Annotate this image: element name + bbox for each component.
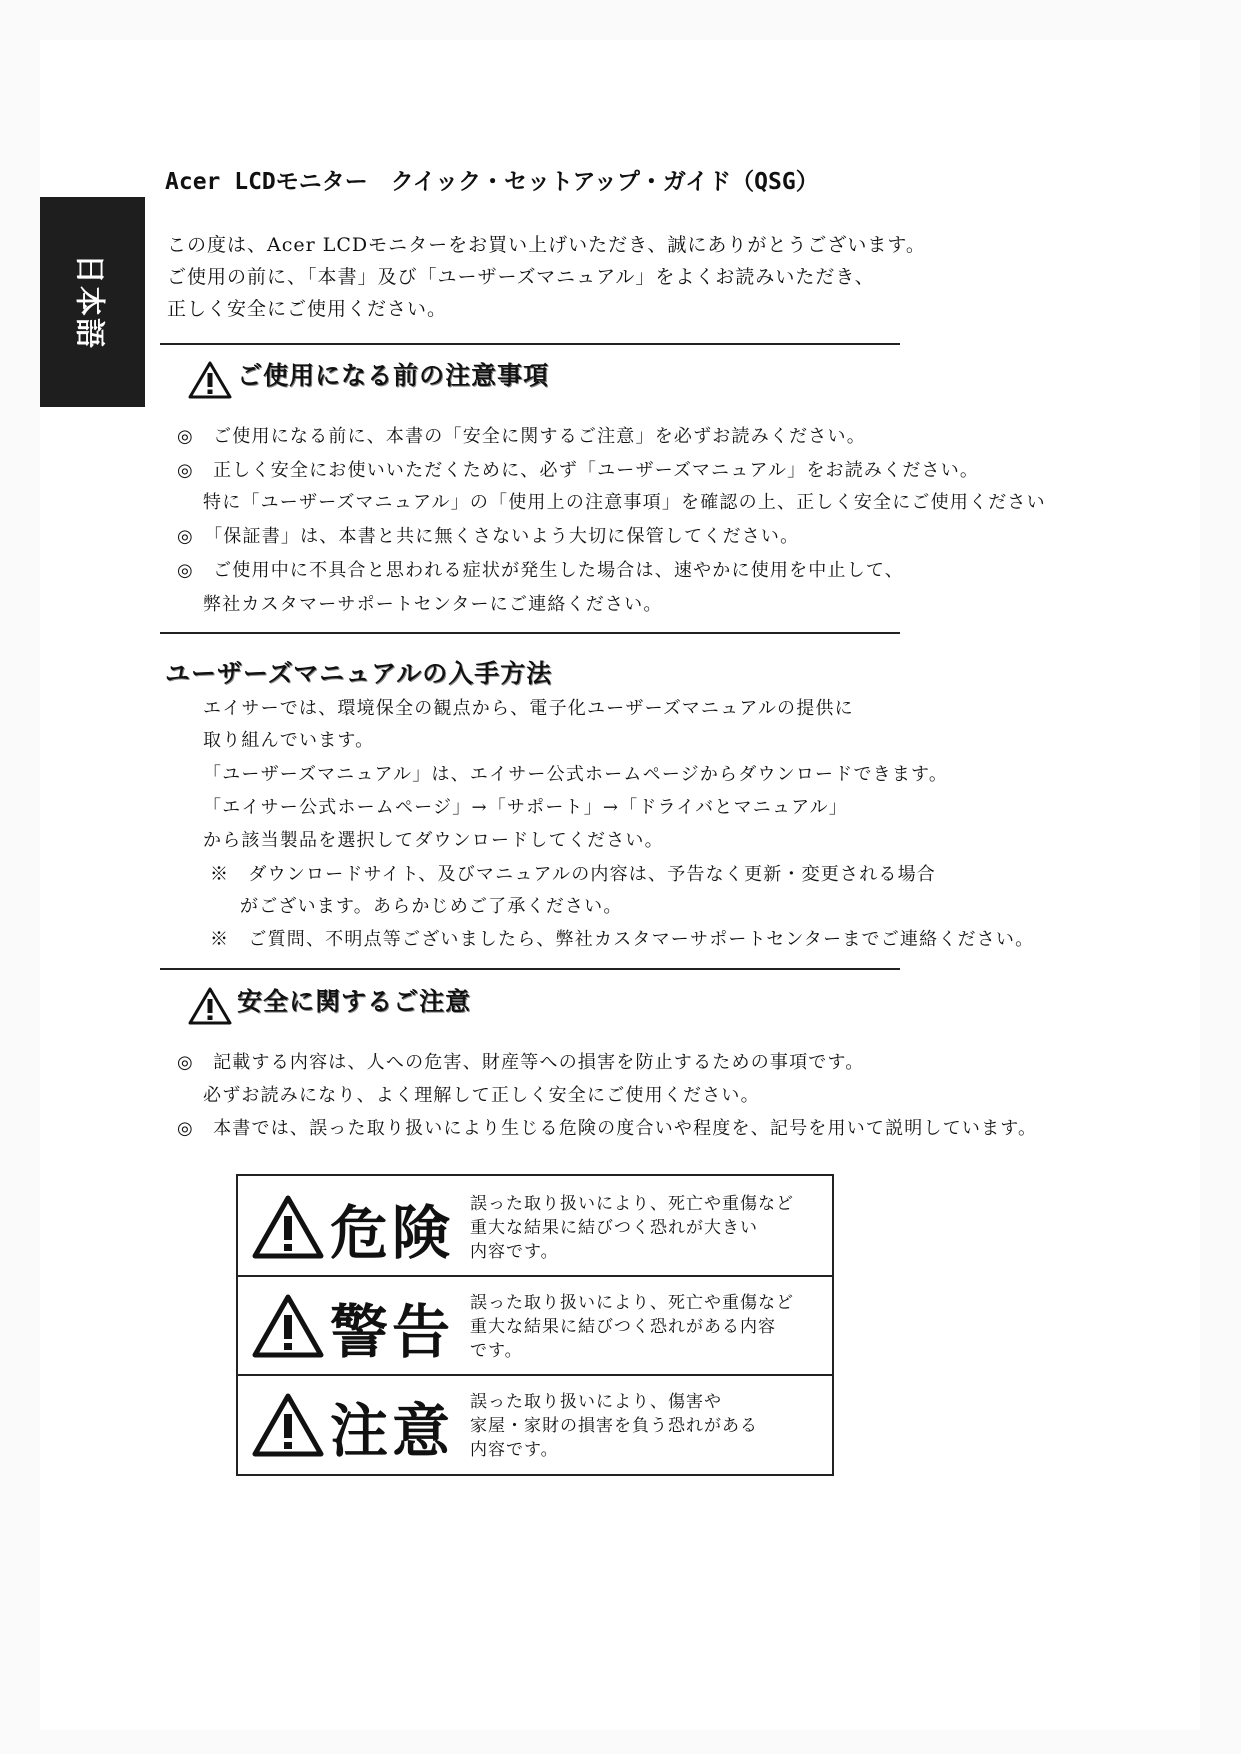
hazard-label: 注意 bbox=[330, 1397, 455, 1465]
intro-line: ご使用の前に、「本書」及び「ユーザーズマニュアル」をよくお読みいただき、 bbox=[167, 266, 875, 288]
warning-icon bbox=[252, 1392, 324, 1458]
hazard-description bbox=[470, 1192, 794, 1264]
hazard-description-line: 内容です。 bbox=[470, 1242, 559, 1262]
hazard-description-line: 重大な結果に結びつく恐れが大きい bbox=[470, 1218, 758, 1238]
list-item: ◎ ご使用中に不具合と思われる症状が発生した場合は、速やかに使用を中止して、 bbox=[177, 560, 904, 581]
note-line: がございます。あらかじめご了承ください。 bbox=[240, 896, 623, 917]
hazard-description-line: 家屋・家財の損害を負う恐れがある bbox=[470, 1416, 758, 1436]
list-item: ◎ ご使用になる前に、本書の「安全に関するご注意」を必ずお読みください。 bbox=[177, 426, 866, 447]
paragraph-line: 取り組んでいます。 bbox=[203, 730, 375, 751]
warning-icon bbox=[252, 1194, 324, 1260]
list-item: ◎ 記載する内容は、人への危害、財産等への損害を防止するための事項です。 bbox=[177, 1052, 865, 1073]
hazard-level-table bbox=[236, 1174, 834, 1476]
divider bbox=[160, 343, 900, 345]
hazard-description bbox=[470, 1291, 794, 1363]
paragraph-line: から該当製品を選択してダウンロードしてください。 bbox=[203, 830, 664, 851]
list-item-continuation: 特に「ユーザーズマニュアル」の「使用上の注意事項」を確認の上、正しく安全にご使用ください bbox=[203, 492, 1046, 513]
list-item-continuation: 必ずお読みになり、よく理解して正しく安全にご使用ください。 bbox=[203, 1085, 760, 1106]
intro-line: 正しく安全にご使用ください。 bbox=[167, 298, 448, 320]
section-heading-manual: ユーザーズマニュアルの入手方法 bbox=[165, 659, 553, 688]
warning-icon bbox=[188, 360, 232, 400]
hazard-row-caution bbox=[238, 1374, 832, 1473]
hazard-description-line: です。 bbox=[470, 1341, 523, 1361]
paragraph-line: エイサーでは、環境保全の観点から、電子化ユーザーズマニュアルの提供に bbox=[203, 698, 854, 719]
hazard-description-line: 重大な結果に結びつく恐れがある内容 bbox=[470, 1317, 776, 1337]
document-title: Acer LCDモニター クイック・セットアップ・ガイド（QSG） bbox=[165, 169, 819, 195]
warning-icon bbox=[188, 986, 232, 1026]
hazard-row-warning bbox=[238, 1275, 832, 1376]
hazard-description-line: 誤った取り扱いにより、死亡や重傷など bbox=[470, 1194, 794, 1214]
note-line: ※ ご質問、不明点等ございましたら、弊社カスタマーサポートセンターまでご連絡ください。 bbox=[210, 929, 1035, 950]
list-item: ◎ 本書では、誤った取り扱いにより生じる危険の度合いや程度を、記号を用いて説明しています。 bbox=[177, 1118, 1038, 1139]
paragraph-line: 「ユーザーズマニュアル」は、エイサー公式ホームページからダウンロードできます。 bbox=[203, 764, 949, 785]
section-heading-precautions bbox=[188, 356, 549, 400]
list-item: ◎ 「保証書」は、本書と共に無くさないよう大切に保管してください。 bbox=[177, 526, 800, 547]
list-item-continuation: 弊社カスタマーサポートセンターにご連絡ください。 bbox=[203, 594, 663, 615]
divider bbox=[160, 632, 900, 634]
language-tab bbox=[40, 197, 145, 407]
hazard-description-line: 誤った取り扱いにより、傷害や bbox=[470, 1392, 722, 1412]
hazard-description bbox=[470, 1390, 758, 1462]
language-tab-label: 日本語 bbox=[71, 254, 107, 350]
hazard-label: 危険 bbox=[330, 1199, 455, 1267]
intro-line: この度は、Acer LCDモニターをお買い上げいただき、誠にありがとうございます。 bbox=[167, 234, 926, 256]
note-line: ※ ダウンロードサイト、及びマニュアルの内容は、予告なく更新・変更される場合 bbox=[210, 864, 936, 885]
hazard-description-line: 誤った取り扱いにより、死亡や重傷など bbox=[470, 1293, 794, 1313]
section-title: ご使用になる前の注意事項 bbox=[237, 361, 550, 390]
hazard-row-danger bbox=[238, 1176, 832, 1277]
warning-icon bbox=[252, 1293, 324, 1359]
hazard-label: 警告 bbox=[330, 1298, 455, 1366]
hazard-description-line: 内容です。 bbox=[470, 1440, 559, 1460]
section-title: 安全に関するご注意 bbox=[237, 987, 472, 1016]
divider bbox=[160, 968, 900, 970]
list-item: ◎ 正しく安全にお使いいただくために、必ず「ユーザーズマニュアル」をお読みください。 bbox=[177, 460, 980, 481]
section-heading-safety bbox=[188, 982, 471, 1026]
paragraph-line: 「エイサー公式ホームページ」→「サポート」→「ドライバとマニュアル」 bbox=[203, 797, 848, 818]
